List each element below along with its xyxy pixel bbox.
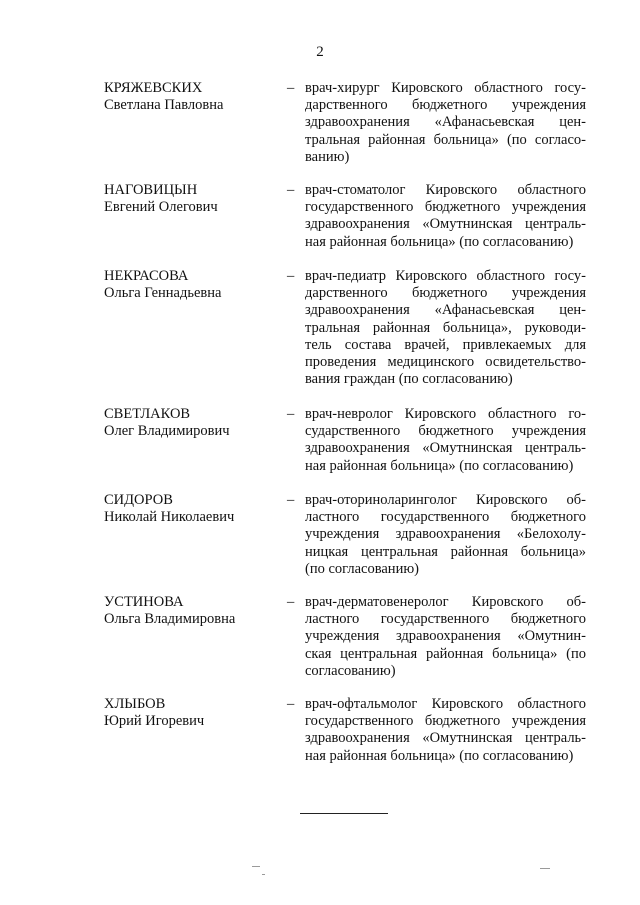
member-given-name: Олег Владимирович xyxy=(104,423,230,440)
position-line: дарственного бюджетного учреждения xyxy=(305,97,586,114)
member-position xyxy=(305,406,586,475)
member-position xyxy=(305,268,586,388)
position-line: ластного государственного бюджетного xyxy=(305,509,586,526)
member-surname: УСТИНОВА xyxy=(104,594,184,610)
separator-dash: – xyxy=(287,406,295,422)
position-line: дарственного бюджетного учреждения xyxy=(305,285,586,302)
member-name xyxy=(104,182,279,216)
position-line: учреждения здравоохранения «Омутнин- xyxy=(305,628,586,645)
separator-dash: – xyxy=(287,182,295,198)
position-line: врач-хирург Кировского областного госу- xyxy=(305,80,586,96)
member-given-name: Ольга Владимировна xyxy=(104,611,236,628)
separator-dash: – xyxy=(287,80,295,96)
position-line: государственного бюджетного учреждения xyxy=(305,199,586,216)
member-name xyxy=(104,268,279,302)
position-line: ская центральная районная больница» (по xyxy=(305,645,586,662)
scan-speck xyxy=(252,866,260,867)
position-line: врач-педиатр Кировского областного госу- xyxy=(305,268,586,284)
position-line: проведения медицинского освидетельство- xyxy=(305,354,586,371)
position-line: ная районная больница» (по согласованию) xyxy=(305,233,574,250)
position-line: тральная районная больница» (по согласо- xyxy=(305,131,586,148)
position-line: ластного государственного бюджетного xyxy=(305,611,586,628)
member-position xyxy=(305,182,586,251)
member-surname: НАГОВИЦЫН xyxy=(104,182,198,198)
member-given-name: Юрий Игоревич xyxy=(104,713,205,730)
position-line: ницкая центральная районная больница» xyxy=(305,543,586,560)
member-position xyxy=(305,594,586,680)
scan-speck xyxy=(262,874,265,875)
member-surname: КРЯЖЕВСКИХ xyxy=(104,80,203,96)
position-line: государственного бюджетного учреждения xyxy=(305,713,586,730)
member-position xyxy=(305,492,586,578)
position-line: врач-невролог Кировского областного го- xyxy=(305,406,586,422)
scan-speck xyxy=(540,868,550,869)
separator-dash: – xyxy=(287,594,295,610)
position-line: врач-офтальмолог Кировского областного xyxy=(305,696,586,712)
position-line: здравоохранения «Омутнинская централь- xyxy=(305,440,586,457)
member-name xyxy=(104,406,279,440)
separator-dash: – xyxy=(287,696,295,712)
position-line: врач-оториноларинголог Кировского об- xyxy=(305,492,586,508)
member-name xyxy=(104,594,279,628)
position-line: здравоохранения «Афанасьевская цен- xyxy=(305,114,586,131)
position-line: врач-стоматолог Кировского областного xyxy=(305,182,586,198)
position-line: здравоохранения «Афанасьевская цен- xyxy=(305,302,586,319)
separator-dash: – xyxy=(287,492,295,508)
member-name xyxy=(104,492,279,526)
member-given-name: Ольга Геннадьевна xyxy=(104,285,222,302)
position-line: здравоохранения «Омутнинская централь- xyxy=(305,730,586,747)
position-line: здравоохранения «Омутнинская централь- xyxy=(305,216,586,233)
member-name xyxy=(104,80,279,114)
member-position xyxy=(305,80,586,166)
member-surname: СИДОРОВ xyxy=(104,492,173,508)
position-line: сударственного бюджетного учреждения xyxy=(305,423,586,440)
member-surname: ХЛЫБОВ xyxy=(104,696,166,712)
position-line: вания граждан (по согласованию) xyxy=(305,371,513,388)
member-surname: СВЕТЛАКОВ xyxy=(104,406,191,422)
position-line: согласованию) xyxy=(305,662,396,679)
page-number: 2 xyxy=(316,44,324,60)
separator-dash: – xyxy=(287,268,295,284)
position-line: врач-дерматовенеролог Кировского об- xyxy=(305,594,586,610)
member-name xyxy=(104,696,279,730)
member-surname: НЕКРАСОВА xyxy=(104,268,189,284)
member-given-name: Светлана Павловна xyxy=(104,97,224,114)
member-position xyxy=(305,696,586,765)
member-given-name: Николай Николаевич xyxy=(104,509,235,526)
position-line: ная районная больница» (по согласованию) xyxy=(305,457,574,474)
position-line: тель состава врачей, привлекаемых для xyxy=(305,336,586,353)
position-line: ванию) xyxy=(305,148,350,165)
end-of-document-rule xyxy=(300,813,388,814)
member-given-name: Евгений Олегович xyxy=(104,199,218,216)
position-line: тральная районная больница», руководи- xyxy=(305,319,586,336)
position-line: ная районная больница» (по согласованию) xyxy=(305,747,574,764)
position-line: учреждения здравоохранения «Белохолу- xyxy=(305,526,586,543)
position-line: (по согласованию) xyxy=(305,560,419,577)
